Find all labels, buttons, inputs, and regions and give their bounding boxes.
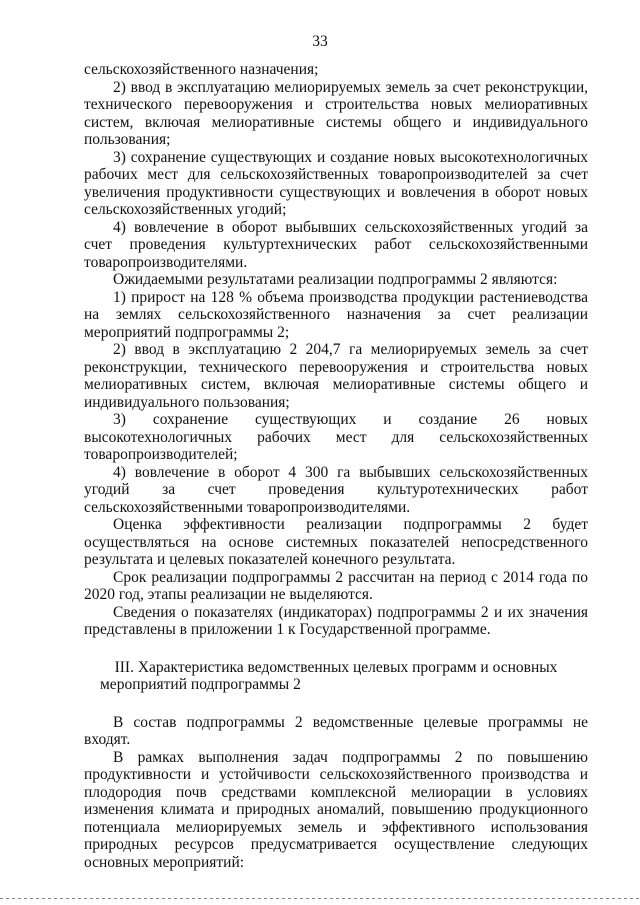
paragraph: 2) ввод в эксплуатацию 2 204,7 га мелиорируемых земель за счет реконструкции, технического перевооружения и строительства новых мелиоративных систем, включая мелиоративные системы общего и индивидуального пользования;	[84, 341, 588, 411]
paragraph: В состав подпрограммы 2 ведомственные целевые программы не входят.	[84, 713, 588, 748]
document-body	[84, 61, 588, 871]
paragraph: Ожидаемыми результатами реализации подпрограммы 2 являются:	[113, 271, 558, 288]
paragraph: 3) сохранение существующих и создание 26 новых высокотехнологичных рабочих мест для сельскохозяйственных товаропроизводителей;	[84, 411, 588, 463]
paragraph: 1) прирост на 128 % объема производства продукции растениеводства на землях сельскохозяйственного назначения за счет реализации мероприятий подпрограммы 2;	[84, 288, 588, 341]
paragraph: сельскохозяйственного назначения;	[84, 61, 319, 78]
paragraph: Срок реализации подпрограммы 2 рассчитан на период с 2014 года по 2020 год, этапы реализации не выделяются.	[84, 568, 588, 603]
section-heading: III. Характеристика ведомственных целевых программ и основных мероприятий подпрограммы 2	[100, 658, 558, 693]
paragraph: Сведения о показателях (индикаторах) подпрограммы 2 и их значения представлены в приложении 1 к Государственной программе.	[84, 603, 588, 638]
paragraph: 3) сохранение существующих и создание новых высокотехнологичных рабочих мест для сельскохозяйственных товаропроизводителей за счет увеличения продуктивности существующих и вовлечения в оборот новых сельскохозяйственных угодий;	[84, 148, 588, 218]
paragraph: 2) ввод в эксплуатацию мелиорируемых земель за счет реконструкции, технического перевооружения и строительства новых мелиоративных систем, включая мелиоративные системы общего и индивидуального пользования;	[84, 78, 588, 148]
body-paragraphs-bottom	[84, 714, 588, 872]
paragraph: 4) вовлечение в оборот выбывших сельскохозяйственных угодий за счет проведения культуртехнических работ сельскохозяйственными товаропроизводителями.	[84, 218, 588, 271]
scan-bottom-edge	[0, 898, 640, 899]
body-paragraphs-top	[84, 61, 588, 639]
paragraph: 4) вовлечение в оборот 4 300 га выбывших сельскохозяйственных угодий за счет проведения культуротехнических работ сельскохозяйственными товаропроизводителями.	[84, 463, 588, 516]
paragraph: Оценка эффективности реализации подпрограммы 2 будет осуществляться на основе системных показателей непосредственного результата и целевых показателей конечного результата.	[84, 516, 588, 568]
page-number: 33	[312, 33, 328, 50]
paragraph: В рамках выполнения задач подпрограммы 2 по повышению продуктивности и устойчивости сельскохозяйственного производства и плодородия почв средствами комплексной мелиорации в условиях изменения климата и природных аномалий, повышению продукционного потенциала мелиорируемых земель и эффективного использования природных ресурсов предусматривается осуществление следующих основных мероприятий:	[84, 748, 588, 871]
